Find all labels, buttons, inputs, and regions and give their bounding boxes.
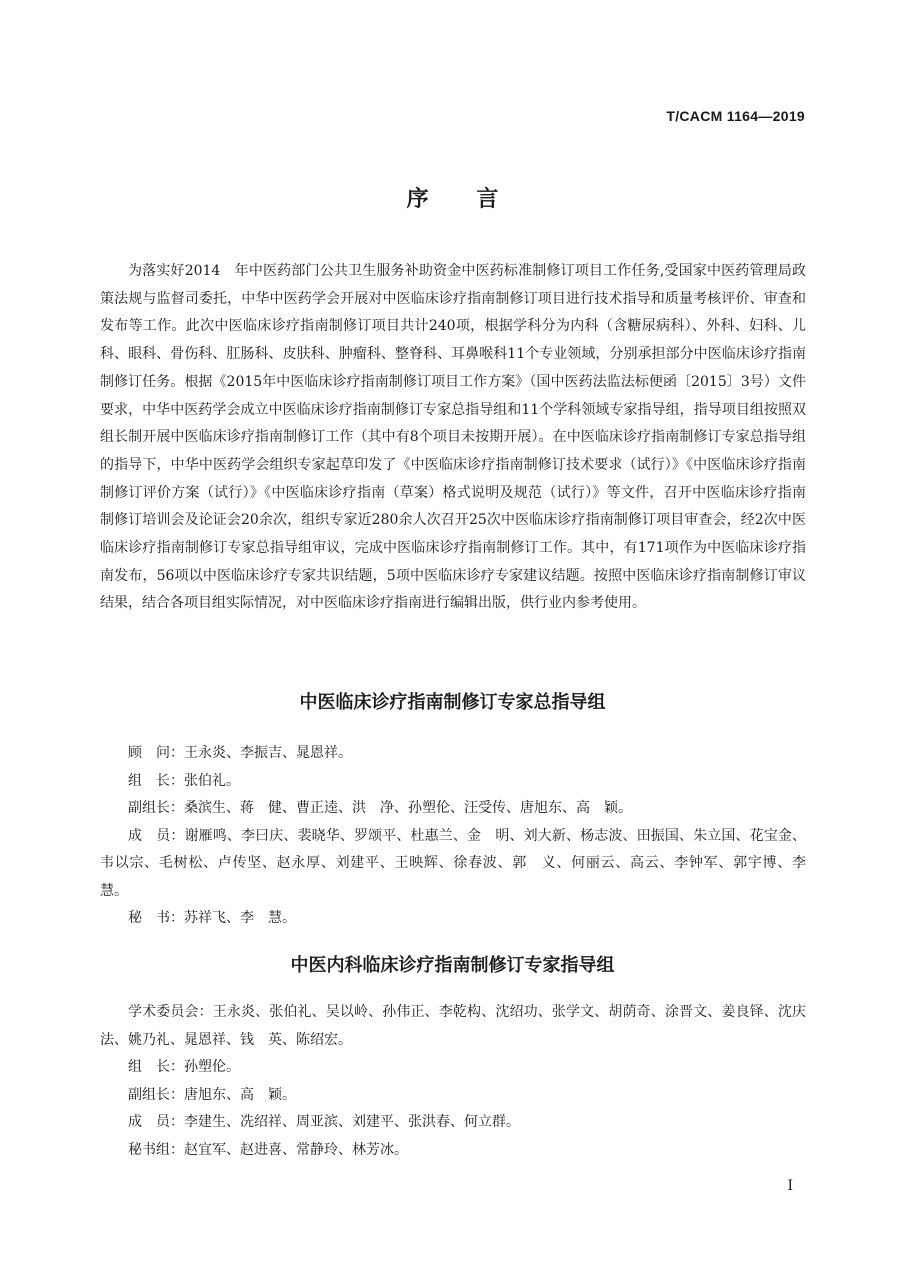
deputy-leaders-line: 副组长：唐旭东、高 颖。 — [128, 1086, 296, 1103]
internal-medicine-group-members — [100, 999, 806, 1164]
secretary-line: 秘 书：苏祥飞、李 慧。 — [128, 910, 296, 926]
advisors-line: 顾 问：王永炎、李振吉、晁恩祥。 — [128, 745, 352, 761]
members-line: 成 员：李建生、冼绍祥、周亚滨、刘建平、张洪春、何立群。 — [128, 1114, 520, 1130]
section-title-general-guidance-group: 中医临床诊疗指南制修订专家总指导组 — [299, 692, 606, 713]
section-title-internal-medicine-group: 中医内科临床诊疗指南制修订专家指导组 — [290, 955, 615, 976]
deputy-leaders-line: 副组长：桑滨生、蒋 健、曹正逵、洪 净、孙塑伦、汪受传、唐旭东、高 颖。 — [128, 800, 632, 816]
members-line: 成 员：谢雁鸣、李曰庆、裴晓华、罗颂平、杜惠兰、金 明、刘大新、杨志波、田振国、朱立国、花宝金、韦以宗、毛树松、卢传坚、赵永厚、刘建平、王映辉、徐春波、郭 义、何丽云、高云、李钟军、郭宇博、李 慧。 — [100, 827, 820, 899]
leader-line: 组 长：张伯礼。 — [128, 772, 240, 789]
general-guidance-group-members — [100, 740, 820, 933]
secretariat-line: 秘书组：赵宜军、赵进喜、常静玲、林芳冰。 — [128, 1141, 408, 1158]
academic-committee-line: 学术委员会：王永炎、张伯礼、吴以岭、孙伟正、李乾构、沈绍功、张学文、胡荫奇、涂晋文、姜良铎、沈庆法、姚乃礼、晁恩祥、钱 英、陈绍宏。 — [100, 1004, 806, 1048]
page-number: I — [787, 1178, 793, 1194]
preface-paragraph: 为落实好2014 年中医药部门公共卫生服务补助资金中医药标准制修订项目工作任务,受国家中医药管理局政策法规与监督司委托，中华中医药学会开展对中医临床诊疗指南制修订项目进行技术指导和质量考核评价、审查和发布等工作。此次中医临床诊疗指南制修订项目共计240项，根据学科分为内科（含糖尿病科）、外科、妇科、儿科、眼科、骨伤科、肛肠科、皮肤科、肿瘤科、整脊科、耳鼻喉科11个专业领域，分别承担部分中医临床诊疗指南制修订任务。根据《2015年中医临床诊疗指南制修订项目工作方案》（国中医药法监法标便函〔2015〕3号）文件要求，中华中医药学会成立中医临床诊疗指南制修订专家总指导组和11个学科领域专家指导组，指导项目组按照双组长制开展中医临床诊疗指南制修订工作（其中有8个项目未按期开展）。在中医临床诊疗指南制修订专家总指导组的指导下，中华中医药学会组织专家起草印发了《中医临床诊疗指南制修订技术要求（试行）》《中医临床诊疗指南制修订评价方案（试行）》《中医临床诊疗指南（草案）格式说明及规范（试行）》等文件，召开中医临床诊疗指南制修订培训会及论证会20余次，组织专家近280余人次召开25次中医临床诊疗指南制修订项目审查会，经2次中医临床诊疗指南制修订专家总指导组审议，完成中医临床诊疗指南制修订工作。其中，有171项作为中医临床诊疗指南发布，56项以中医临床诊疗专家共识结题，5项中医临床诊疗专家建议结题。按照中医临床诊疗指南制修订审议结果，结合各项目组实际情况，对中医临床诊疗指南进行编辑出版，供行业内参考使用。 — [100, 263, 806, 612]
leader-line: 组 长：孙塑伦。 — [128, 1059, 240, 1075]
page-title: 序 言 — [406, 187, 519, 212]
standard-code: T/CACM 1164—2019 — [666, 108, 805, 124]
